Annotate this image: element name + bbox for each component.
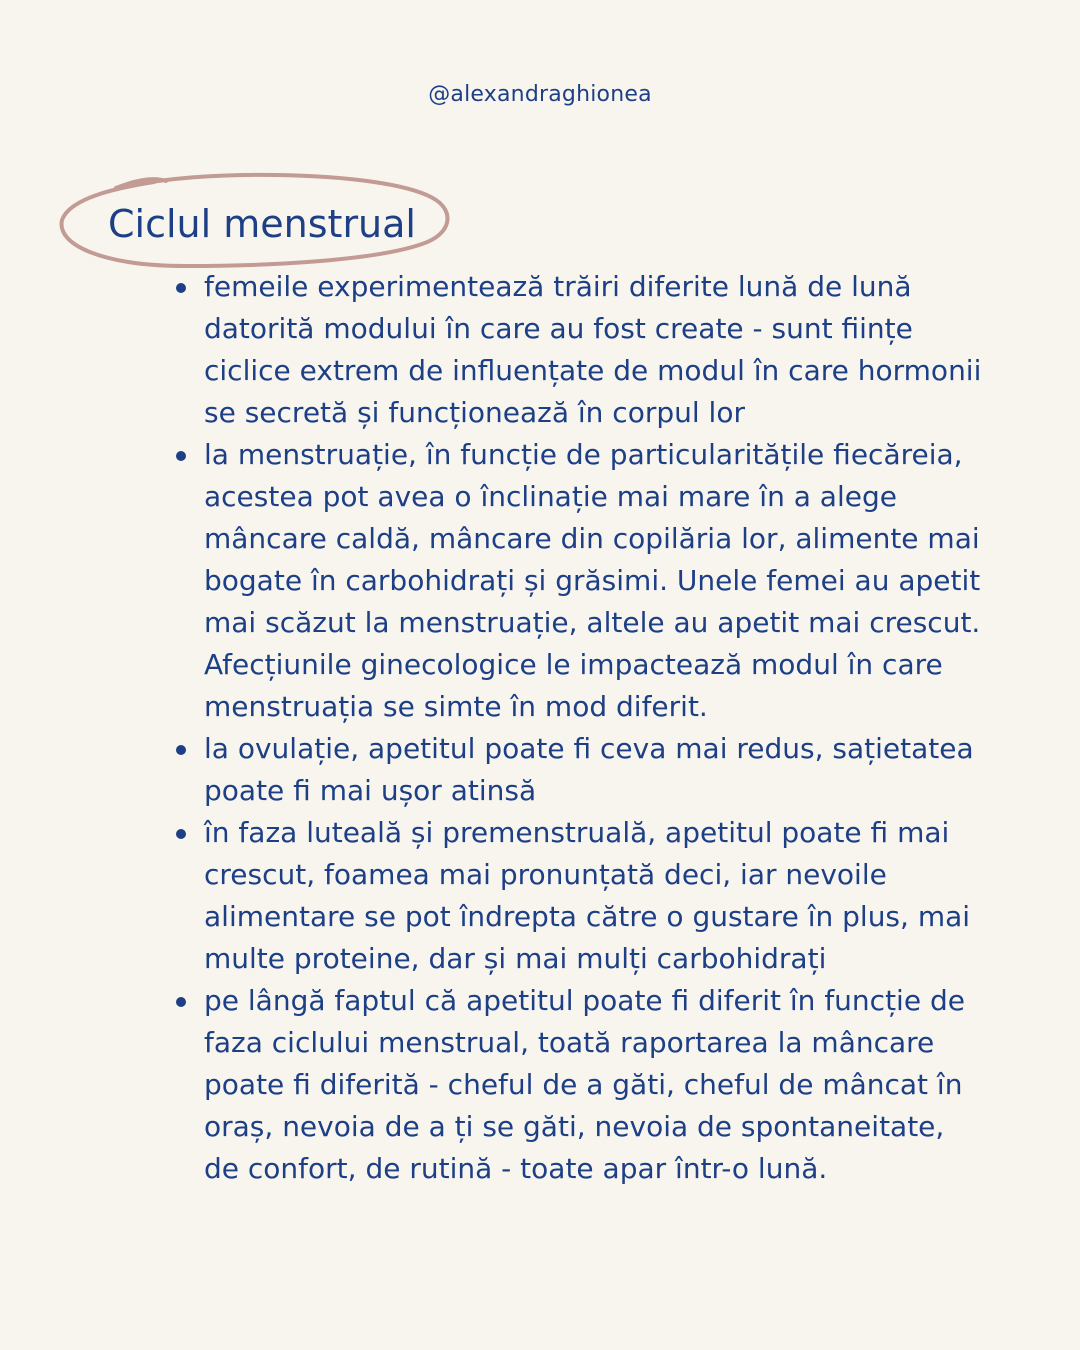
list-item-text: la ovulație, apetitul poate fi ceva mai redus, sațietatea poate fi mai ușor atinsă [204, 732, 974, 807]
bullet-dot-icon [176, 451, 186, 461]
list-item-text: femeile experimentează trăiri diferite lună de lună datorită modului în care au fost create - sunt ființe ciclice extrem de influențate de modul în care hormonii se secretă și funcționează în corpul lor [204, 270, 982, 429]
bullet-dot-icon [176, 997, 186, 1007]
bullet-dot-icon [176, 283, 186, 293]
bullet-dot-icon [176, 745, 186, 755]
section-title-block [56, 168, 456, 274]
bullet-dot-icon [176, 829, 186, 839]
list-item [168, 728, 988, 812]
list-item [168, 434, 988, 728]
section-title: Ciclul menstrual [108, 202, 416, 246]
list-item [168, 266, 988, 434]
author-handle: @alexandraghionea [428, 82, 652, 107]
list-item-text: în faza luteală și premenstruală, apetitul poate fi mai crescut, foamea mai pronunțată deci, iar nevoile alimentare se pot îndrepta către o gustare în plus, mai multe proteine, dar și mai mulți carbohidrați [204, 816, 971, 975]
list-item-text: la menstruație, în funcție de particularitățile fiecăreia, acestea pot avea o înclinație mai mare în a alege mâncare caldă, mâncare din copilăria lor, alimente mai bogate în carbohidrați și grăsimi. Unele femei au apetit mai scăzut la menstruație, altele au apetit mai crescut. Afecțiunile ginecologice le impactează modul în care menstruația se simte în mod diferit. [204, 438, 981, 723]
list-item-text: pe lângă faptul că apetitul poate fi diferit în funcție de faza ciclului menstrual, toată raportarea la mâncare poate fi diferită - cheful de a găti, cheful de mâncat în oraș, nevoia de a ți se găti, nevoia de spontaneitate, de confort, de rutină - toate apar într-o lună. [204, 984, 965, 1185]
list-item [168, 980, 988, 1190]
list-item [168, 812, 988, 980]
bullet-list [168, 266, 988, 1190]
